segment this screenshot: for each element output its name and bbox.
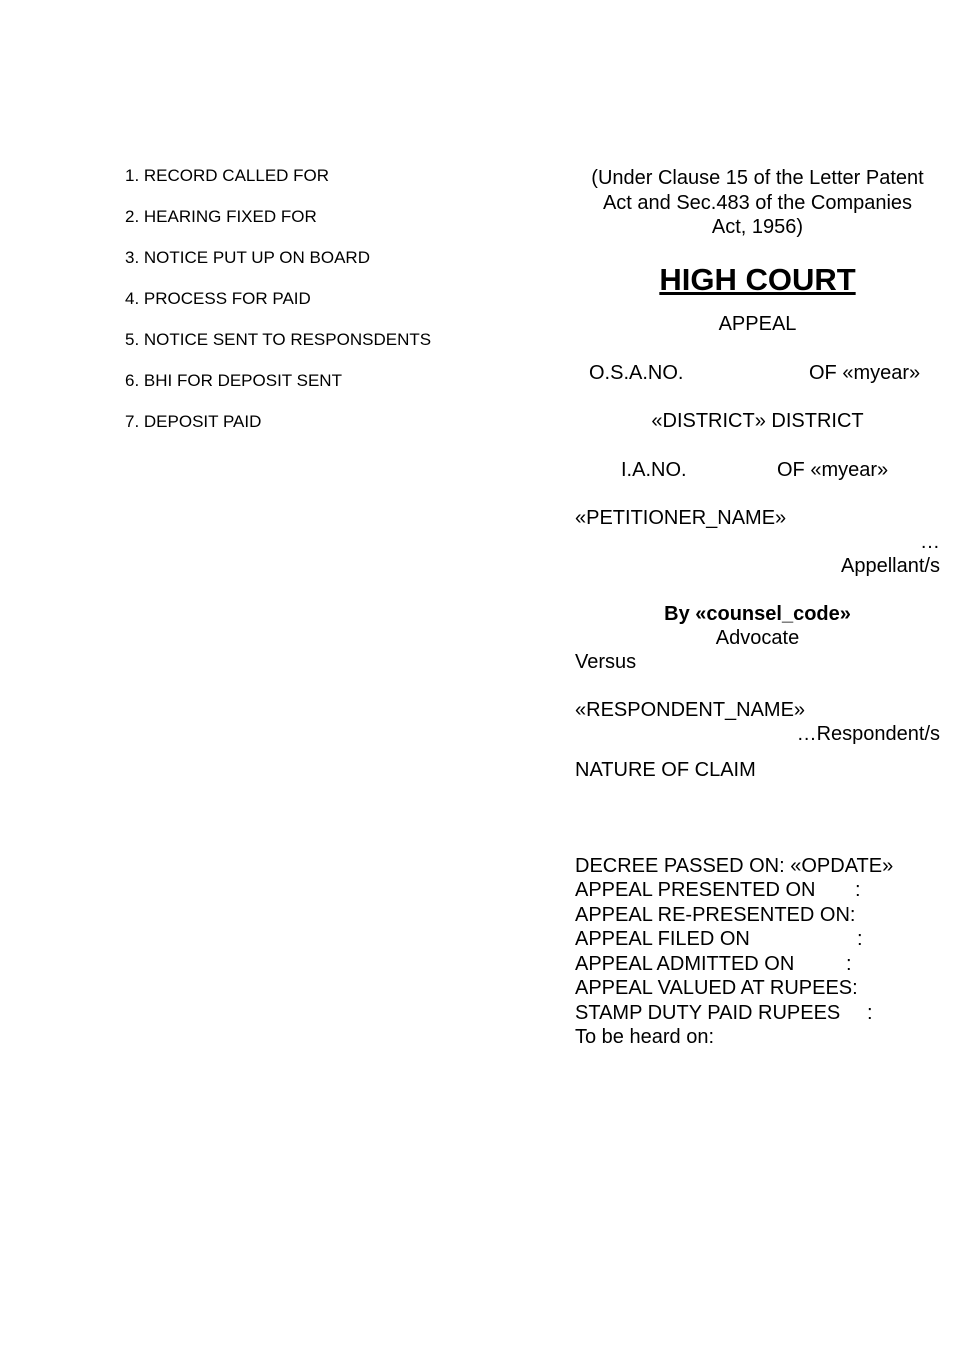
- court-title: HIGH COURT: [659, 261, 856, 297]
- detail-colon: :: [867, 1001, 873, 1024]
- detail-label: APPEAL ADMITTED ON: [575, 952, 795, 975]
- nature-of-claim: NATURE OF CLAIM: [575, 758, 756, 781]
- detail-line: [575, 878, 940, 903]
- respondent-label: …Respondent/s: [796, 722, 940, 745]
- detail-label: APPEAL VALUED AT RUPEES:: [575, 977, 858, 999]
- detail-label: APPEAL PRESENTED ON: [575, 879, 816, 901]
- checklist-item: 6. BHI FOR DEPOSIT SENT: [125, 371, 342, 390]
- office-checklist: [125, 166, 431, 453]
- detail-label: APPEAL FILED ON: [575, 928, 750, 950]
- ellipsis: …: [920, 530, 940, 553]
- osa-year: OF «myear»: [809, 361, 921, 384]
- clause-line: (Under Clause 15 of the Letter Patent: [591, 167, 924, 189]
- osa-number-row: [575, 361, 940, 385]
- detail-colon: :: [855, 879, 861, 901]
- versus-label: Versus: [575, 650, 637, 673]
- district: «DISTRICT» DISTRICT: [651, 409, 864, 432]
- petitioner-name: «PETITIONER_NAME»: [575, 506, 787, 529]
- checklist-item: 4. PROCESS FOR PAID: [125, 289, 311, 308]
- ia-year: OF «myear»: [777, 458, 889, 481]
- ia-number-row: [575, 458, 940, 482]
- detail-line: [575, 854, 940, 879]
- detail-label: APPEAL RE-PRESENTED ON:: [575, 903, 856, 926]
- clause-reference: [575, 166, 940, 240]
- checklist-item: 2. HEARING FIXED FOR: [125, 207, 317, 226]
- checklist-item: 7. DEPOSIT PAID: [125, 412, 262, 431]
- detail-label: STAMP DUTY PAID RUPEES: [575, 1001, 841, 1024]
- case-cover: [575, 166, 940, 1050]
- detail-line: [575, 1001, 940, 1026]
- detail-line: [575, 1025, 940, 1050]
- detail-label: To be heard on:: [575, 1026, 714, 1048]
- appeal-details: [575, 854, 940, 1050]
- detail-line: [575, 976, 940, 1001]
- ia-number-label: I.A.NO.: [621, 458, 687, 481]
- checklist-item: 3. NOTICE PUT UP ON BOARD: [125, 248, 370, 267]
- clause-line: Act, 1956): [711, 216, 804, 238]
- checklist-item: 5. NOTICE SENT TO RESPONSDENTS: [125, 330, 432, 349]
- respondent-name: «RESPONDENT_NAME»: [575, 698, 806, 721]
- detail-label: DECREE PASSED ON: «OPDATE»: [575, 854, 894, 877]
- appellant-label: Appellant/s: [841, 554, 940, 577]
- advocate-label: Advocate: [715, 626, 800, 649]
- appeal-label: APPEAL: [718, 312, 797, 335]
- checklist-item: 1. RECORD CALLED FOR: [125, 166, 330, 185]
- counsel-line: By «counsel_code»: [664, 602, 851, 625]
- detail-line: [575, 952, 940, 977]
- detail-colon: :: [857, 928, 863, 950]
- detail-colon: :: [846, 952, 852, 975]
- osa-number-label: O.S.A.NO.: [589, 361, 684, 384]
- clause-line: Act and Sec.483 of the Companies: [602, 191, 913, 214]
- detail-line: [575, 903, 940, 928]
- detail-line: [575, 927, 940, 952]
